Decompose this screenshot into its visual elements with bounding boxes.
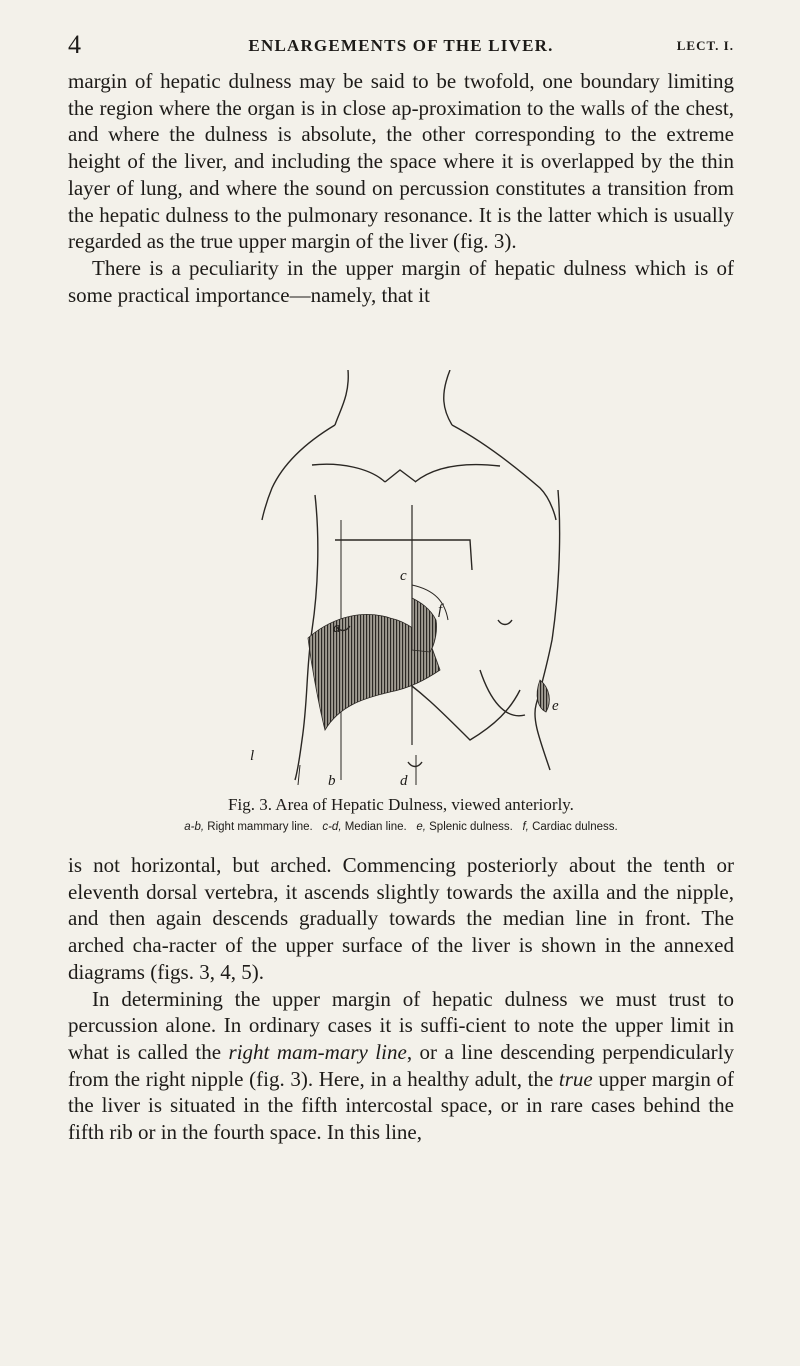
figure-hepatic-dulness [240, 370, 580, 790]
lecture-marker: LECT. I. [676, 38, 734, 53]
figure-caption: Fig. 3. Area of Hepatic Dulness, viewed anteriorly. [228, 795, 574, 814]
text-block-bottom [68, 852, 734, 1146]
italic-term: true [558, 1066, 593, 1091]
legend-text: Splenic dulness. [429, 821, 513, 833]
outline-left-flank [535, 490, 560, 770]
label-e: e [552, 698, 559, 714]
legend-text: Median line. [344, 821, 407, 833]
label-c: c [400, 568, 407, 584]
cardiac-dulness-area [412, 598, 437, 652]
text-run: , or a line descending perpendicularly from the right nipple (fig. 3). Here, in a healthy adult, the [68, 1039, 734, 1091]
text-run: In determining the upper margin of hepatic dulness we must trust to percussion alone. In ordinary cases it is suffi-cient to note the upper limit in what is called the [68, 986, 734, 1064]
legend-key: e, [416, 821, 426, 833]
running-title: ENLARGEMENTS OF THE LIVER. [248, 36, 554, 55]
legend-text: Cardiac dulness. [532, 821, 618, 833]
paragraph: margin of hepatic dulness may be said to be twofold, one boundary limiting the region where the organ is in close ap-proximation to the walls of the chest, and where the dulness is absolute, the other corresponding to the extreme height of the liver, and including the space where it is overlapped by the thin layer of lung, and where the sound on percussion constitutes a transition from the hepatic dulness to the pulmonary resonance. It is the latter which is usually regarded as the true upper margin of the liver (fig. 3). [68, 69, 734, 254]
label-b: b [328, 773, 336, 789]
legend-key: c-d, [322, 821, 342, 833]
legend-text: Right mammary line. [207, 821, 313, 833]
outline-left-shoulder [452, 425, 556, 520]
splenic-dulness-area [537, 680, 549, 712]
label-d: d [400, 773, 408, 789]
paragraph: is not horizontal, but arched. Commencing posteriorly about the tenth or eleventh dorsal vertebra, it ascends slightly towards the axilla and the nipple, and then again descends gradually towards the median line in front. The arched cha-racter of the upper surface of the liver is shown in the annexed diagrams (figs. 3, 4, 5). [68, 853, 734, 984]
text-run: upper margin of the liver is situated in the fifth intercostal space, or in rare cases behind the fifth rib or in the fourth space. In this line, [68, 1066, 734, 1145]
text-block-top [68, 68, 734, 308]
legend-key: a-b, [184, 821, 205, 833]
label-f: f [438, 602, 443, 618]
page-header [68, 30, 734, 58]
paragraph: There is a peculiarity in the upper margin of hepatic dulness which is of some practical importance—namely, that it [68, 255, 734, 307]
figure-legend [68, 821, 734, 833]
page-number: 4 [68, 30, 81, 59]
legend-key: f, [522, 821, 529, 833]
label-a: a [333, 620, 341, 636]
outline-right-shoulder [262, 425, 335, 520]
paragraph [68, 986, 734, 1146]
italic-term: right mam-mary line [228, 1039, 407, 1064]
label-l: l [250, 748, 255, 764]
